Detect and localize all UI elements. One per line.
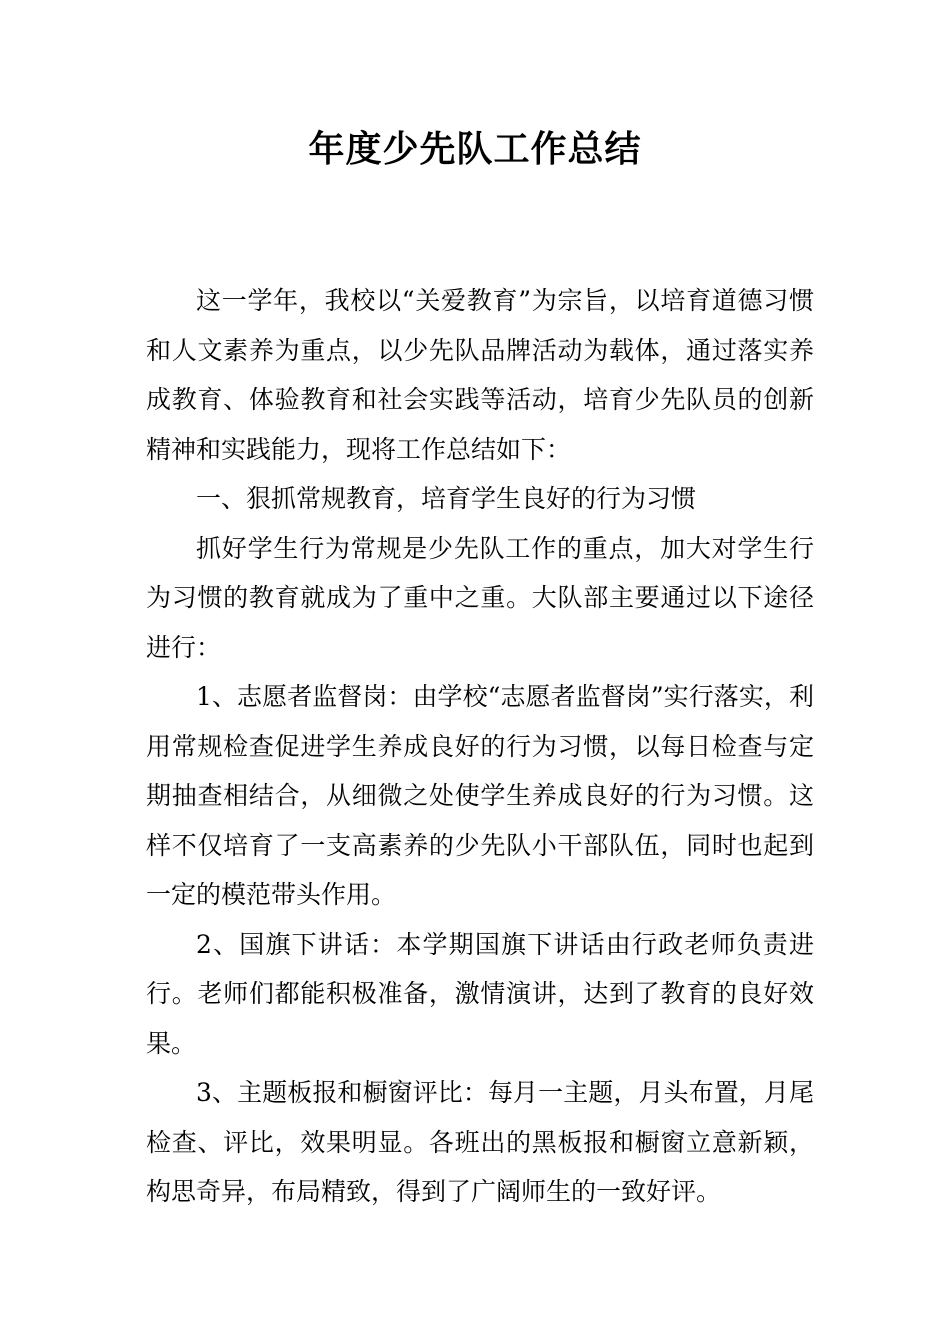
intro-paragraph: 这一学年，我校以“关爱教育”为宗旨，以培育道德习惯和人文素养为重点，以少先队品牌活动为载体，通过落实养成教育、体验教育和社会实践等活动，培育少先队员的创新精神和实践能力，现将工作总结如下： (146, 286, 814, 464)
document-title: 年度少先队工作总结 (308, 129, 642, 170)
list-item-blackboard: 3、主题板报和橱窗评比：每月一主题，月头布置，月尾检查、评比，效果明显。各班出的黑板报和橱窗立意新颖，构思奇异，布局精致，得到了广阔师生的一致好评。 (146, 1078, 814, 1206)
list-item-flag-speech: 2、国旗下讲话：本学期国旗下讲话由行政老师负责进行。老师们都能积极准备，激情演讲，达到了教育的良好效果。 (146, 929, 814, 1058)
body-paragraph: 抓好学生行为常规是少先队工作的重点，加大对学生行为习惯的教育就成为了重中之重。大队部主要通过以下途径进行： (146, 533, 814, 662)
section-heading: 一、狠抓常规教育，培育学生良好的行为习惯 (196, 484, 697, 513)
list-item-volunteer: 1、志愿者监督岗：由学校“志愿者监督岗”实行落实，利用常规检查促进学生养成良好的行为习惯，以每日检查与定期抽查相结合，从细微之处使学生养成良好的行为习惯。这样不仅培育了一支高素养的少先队小干部队伍，同时也起到一定的模范带头作用。 (146, 682, 814, 909)
document-body (146, 276, 814, 1217)
